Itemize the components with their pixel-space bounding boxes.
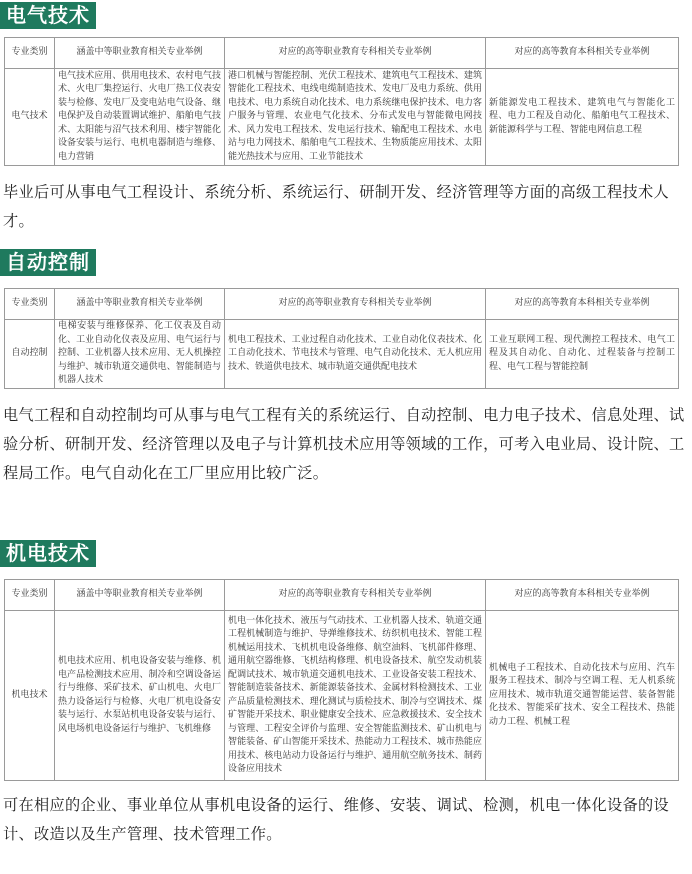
majors-table-mechatronics [4, 579, 679, 781]
table-header-row [5, 289, 679, 320]
section-description-automation: 电气工程和自动控制均可从事与电气工程有关的系统运行、自动控制、电力电子技术、信息处理、试验分析、研制开发、经济管理以及电子与计算机技术应用等领域的工作，可考入电业局、设计院、工程局工作。电气自动化在工厂里应用比较广泛。 [3, 406, 685, 482]
table-header-row [5, 38, 679, 69]
header-secondary: 涵盖中等职业教育相关专业举例 [55, 580, 225, 611]
undergraduate-cell: 工业互联网工程、现代测控工程技术、电气工程及其自动化、自动化、过程装备与控制工程、电气工程与智能控制 [486, 320, 679, 389]
category-cell: 机电技术 [5, 611, 55, 781]
undergraduate-cell: 机械电子工程技术、自动化技术与应用、汽车服务工程技术、制冷与空调工程、无人机系统应用技术、城市轨道交通智能运营、装备智能化技术、智能采矿技术、安全工程技术、热能动力工程、机械工程 [486, 611, 679, 781]
header-category: 专业类别 [5, 289, 55, 320]
section-title-automation: 自动控制 [0, 249, 96, 276]
section-title-mechatronics: 机电技术 [0, 540, 96, 567]
table-row [5, 69, 679, 166]
secondary-cell: 电梯安装与维修保养、化工仪表及自动化、工业自动化仪表及应用、电气运行与控制、工业机器人技术应用、无人机操控与维护、城市轨道交通供电、智能制造与机器人技术 [55, 320, 225, 389]
higher-vocational-cell: 港口机械与智能控制、光伏工程技术、建筑电气工程技术、建筑智能化工程技术、电线电缆制造技术、发电厂及电力系统、供用电技术、电力系统自动化技术、电力系统继电保护技术、电力客户服务与管理、农业电气化技术、分布式发电与智能微电网技术、风力发电工程技术、发电运行技术、输配电工程技术、水电站与电力网技术、船舶电气工程技术、生物质能应用技术、太阳能光热技术与应用、工业节能技术 [225, 69, 486, 166]
table-row [5, 320, 679, 389]
header-undergraduate: 对应的高等教育本科相关专业举例 [486, 38, 679, 69]
section-description-electrical: 毕业后可从事电气工程设计、系统分析、系统运行、研制开发、经济管理等方面的高级工程技术人才。 [3, 183, 669, 230]
header-category: 专业类别 [5, 580, 55, 611]
undergraduate-cell: 新能源发电工程技术、建筑电气与智能化工程、电力工程及自动化、船舶电气工程技术、新能源科学与工程、智能电网信息工程 [486, 69, 679, 166]
category-cell: 电气技术 [5, 69, 55, 166]
header-secondary: 涵盖中等职业教育相关专业举例 [55, 38, 225, 69]
header-category: 专业类别 [5, 38, 55, 69]
majors-table-automation [4, 288, 679, 389]
table-header-row [5, 580, 679, 611]
secondary-cell: 电气技术应用、供用电技术、农村电气技术、火电厂集控运行、火电厂热工仪表安装与检修、发电厂及变电站电气设备、继电保护及自动装置调试维护、船舶电气技术、太阳能与沼气技术利用、楼宇智能化设备安装与运行、电机电器制造与维修、电力营销 [55, 69, 225, 166]
section-title-electrical: 电气技术 [0, 2, 96, 29]
category-cell: 自动控制 [5, 320, 55, 389]
header-higher-vocational: 对应的高等职业教育专科相关专业举例 [225, 289, 486, 320]
higher-vocational-cell: 机电工程技术、工业过程自动化技术、工业自动化仪表技术、化工自动化技术、节电技术与管理、电气自动化技术、无人机应用技术、铁道供电技术、城市轨道交通供配电技术 [225, 320, 486, 389]
header-higher-vocational: 对应的高等职业教育专科相关专业举例 [225, 38, 486, 69]
secondary-cell: 机电技术应用、机电设备安装与维修、机电产品检测技术应用、制冷和空调设备运行与维修、采矿技术、矿山机电、火电厂热力设备运行与检修、火电厂机电设备安装与运行、水泵站机电设备安装与运行、风电场机电设备运行与维护、飞机维修 [55, 611, 225, 781]
majors-table-electrical [4, 37, 679, 166]
header-undergraduate: 对应的高等教育本科相关专业举例 [486, 289, 679, 320]
header-higher-vocational: 对应的高等职业教育专科相关专业举例 [225, 580, 486, 611]
header-undergraduate: 对应的高等教育本科相关专业举例 [486, 580, 679, 611]
higher-vocational-cell: 机电一体化技术、液压与气动技术、工业机器人技术、轨道交通工程机械制造与维护、导弹维修技术、纺织机电技术、智能工程机械运用技术、飞机机电设备维修、航空油料、飞机部件修理、通用航空器维修、飞机结构修理、机电设备技术、航空发动机装配调试技术、城市轨道交通机电技术、工业设备安装工程技术、智能制造装备技术、新能源装备技术、金属材料检测技术、工业产品质量检测技术、理化测试与质检技术、制冷与空调技术、煤矿智能开采技术、职业健康安全技术、应急救援技术、安全技术与管理、工程安全评价与监理、安全智能监测技术、矿山机电与智能装备、矿山智能开采技术、热能动力工程技术、城市热能应用技术、核电站动力设备运行与维护、通用航空航务技术、制药设备应用技术 [225, 611, 486, 781]
section-description-mechatronics: 可在相应的企业、事业单位从事机电设备的运行、维修、安装、调试、检测，机电一体化设备的设计、改造以及生产管理、技术管理工作。 [3, 796, 669, 843]
table-row [5, 611, 679, 781]
header-secondary: 涵盖中等职业教育相关专业举例 [55, 289, 225, 320]
